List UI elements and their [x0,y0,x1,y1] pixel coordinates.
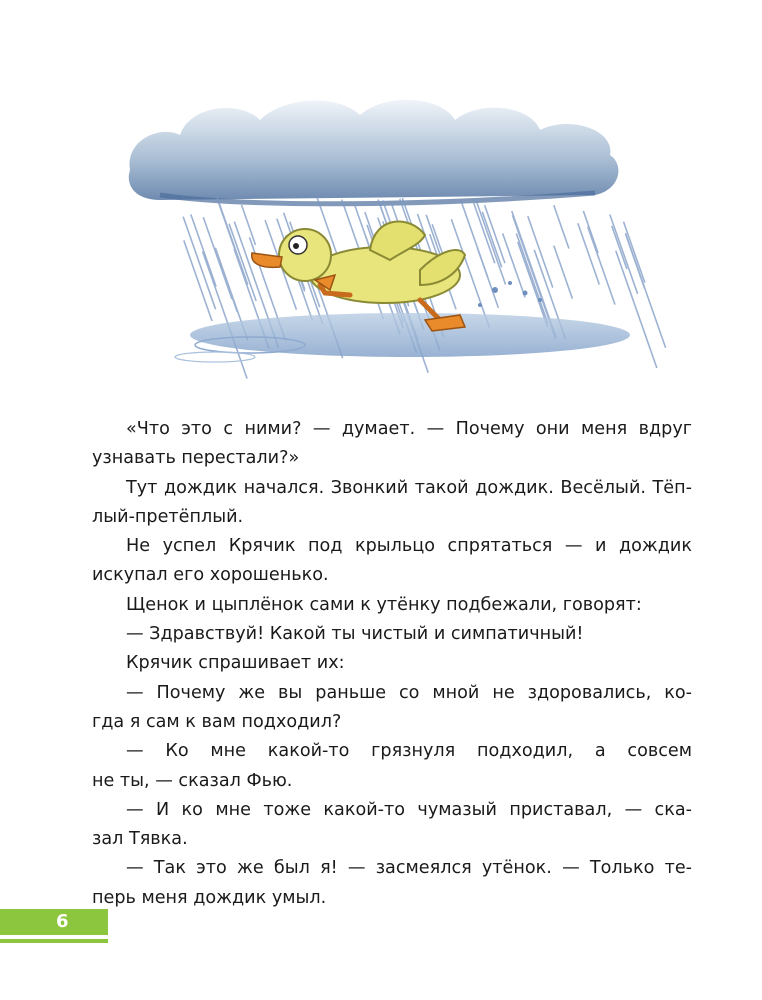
rain-streak [482,212,501,267]
page-number-bar [0,909,108,935]
paragraph-10 [92,854,692,913]
rain-streak [554,205,569,248]
rain-streak [518,242,548,327]
text-line: узнавать перестали?» [92,448,300,469]
rain-streak [578,223,599,284]
text-line: — Так это же был я! — засмеялся утёнок. — Только те- [126,858,692,879]
rain-streak [476,200,506,285]
text-line: гда я сам к вам подходил? [92,711,342,732]
text-line: Не успел Крячик под крыльцо спрятаться — и дождик [126,536,692,557]
rain-streak [516,233,547,323]
rain-streak [184,240,212,321]
rain-streak [554,246,573,299]
rain-streak [241,205,255,245]
rain-streak [474,203,495,263]
paragraph-2 [92,474,692,533]
rain-streak [216,251,238,312]
rain-streak [624,222,645,283]
paragraph-1 [92,415,692,474]
text-line: перь меня дождик умыл. [92,887,327,908]
rain-streak [183,217,215,310]
text-line: зал Тявка. [92,829,188,850]
text-line: — Почему же вы раньше со мной не здоровались, ко- [126,682,692,703]
rain-streak [616,251,657,368]
rain-streak [461,200,488,276]
page-number-underline [0,939,108,943]
paragraph-9 [92,796,692,855]
text-line: — Ко мне какой-то грязнуля подходил, а совсем [126,741,692,762]
paragraph-3 [92,532,692,591]
rain-streak [217,199,237,256]
paragraph-5 [92,620,692,649]
rain-streak [626,235,645,289]
text-line: «Что это с ними? — думает. — Почему они меня вдруг [126,419,692,439]
text-line: Крячик спрашивает их: [126,653,345,674]
paragraph-4 [92,591,692,620]
paragraph-7 [92,679,692,738]
text-line: лый-претёплый. [92,506,244,527]
text-line: не ты, — сказал Фью. [92,770,293,791]
paragraph-6 [92,649,692,678]
rain-illustration [120,95,680,385]
text-line: Щенок и цыплёнок сами к утёнку подбежали, говорят: [126,594,642,615]
text-line: Тут дождик начался. Звонкий такой дождик. Весёлый. Тёп- [126,477,692,498]
text-line: искупал его хорошенько. [92,565,329,586]
paragraph-8 [92,737,692,796]
duckling-running-in-rain-icon [120,95,680,385]
story-text [92,415,692,913]
page-number: 6 [56,911,69,932]
text-line: — И ко мне тоже какой-то чумазый приставал, — ска- [126,799,692,820]
text-line: — Здравствуй! Какой ты чистый и симпатичный! [126,624,584,645]
rain-streak [588,227,615,305]
